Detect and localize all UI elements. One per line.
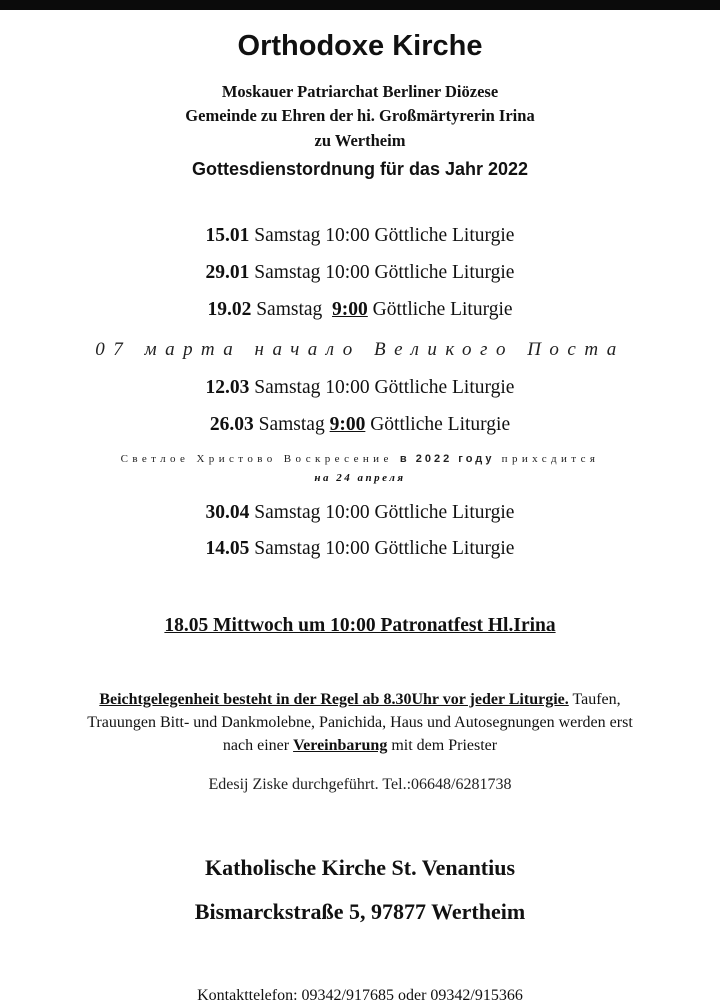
service-date: 30.04 [205, 502, 250, 523]
service-date: 26.03 [209, 414, 254, 435]
agreement-word: Vereinbarung [293, 737, 388, 754]
service-day: Samstag [254, 538, 321, 559]
service-day: Samstag [256, 299, 323, 320]
easter-year: в 2022 году [399, 453, 495, 465]
service-name: Göttliche Liturgie [374, 225, 515, 246]
service-row [0, 414, 720, 436]
service-row [0, 538, 720, 560]
contact-phone: Kontakttelefon: 09342/917685 oder 09342/915366 [197, 987, 523, 1004]
church-address: Bismarckstraße 5, 97877 Wertheim [194, 899, 526, 924]
top-bar [0, 0, 720, 10]
service-date: 29.01 [205, 262, 250, 283]
service-name: Göttliche Liturgie [372, 299, 513, 320]
service-time: 10:00 [325, 262, 370, 283]
info-text: Trauungen Bitt- und Dankmolebne, Panichida, Haus und Autosegnungen werden erst [87, 714, 633, 731]
priest-phone: Edesij Ziske durchgeführt. Tel.:06648/6281738 [208, 776, 512, 793]
service-date: 15.01 [205, 225, 250, 246]
service-date: 14.05 [205, 538, 250, 559]
info-text: Taufen, [568, 691, 621, 708]
service-row [0, 299, 720, 321]
service-day: Samstag [254, 502, 321, 523]
service-day: Samstag [258, 414, 325, 435]
service-day: Samstag [254, 262, 321, 283]
service-day: Samstag [254, 377, 321, 398]
service-time: 10:00 [325, 538, 370, 559]
schedule-heading: Gottesdienstordnung für das Jahr 2022 [191, 159, 529, 179]
service-time: 10:00 [325, 502, 370, 523]
service-date: 19.02 [207, 299, 252, 320]
church-name: Katholische Kirche St. Venantius [204, 855, 516, 880]
service-row [0, 262, 720, 284]
service-date: 12.03 [205, 377, 250, 398]
service-time: 10:00 [325, 377, 370, 398]
service-name: Göttliche Liturgie [374, 502, 515, 523]
service-row [0, 225, 720, 247]
info-text: mit dem Priester [387, 737, 498, 754]
easter-text: Светлое Христово Воскресение [120, 453, 393, 465]
service-day: Samstag [254, 225, 321, 246]
service-row [0, 502, 720, 524]
easter-date: на 24 апреля [314, 472, 406, 484]
service-name: Göttliche Liturgie [374, 538, 515, 559]
service-name: Göttliche Liturgie [374, 262, 515, 283]
easter-note [0, 453, 720, 465]
service-time: 10:00 [325, 225, 370, 246]
easter-text-end: прихсдится [501, 453, 600, 465]
info-text: nach einer [222, 737, 294, 754]
service-name: Göttliche Liturgie [374, 377, 515, 398]
page-title: Orthodoxe Kirche [237, 30, 483, 62]
lent-note: 07 марта начало Великого Поста [95, 339, 625, 360]
patriarchate-line: Moskauer Patriarchat Berliner Diözese [221, 82, 499, 101]
service-name: Göttliche Liturgie [370, 414, 511, 435]
parish-line: Gemeinde zu Ehren der hi. Großmärtyrerin Irina [185, 106, 535, 125]
service-time: 9:00 [332, 299, 368, 320]
service-row [0, 377, 720, 399]
confession-note: Beichtgelegenheit besteht in der Regel ab 8.30Uhr vor jeder Liturgie. [99, 691, 569, 708]
info-paragraph [0, 688, 720, 757]
patronal-feast: 18.05 Mittwoch um 10:00 Patronatfest Hl.Irina [164, 615, 556, 636]
town-line: zu Wertheim [314, 131, 406, 150]
service-time: 9:00 [329, 414, 366, 435]
